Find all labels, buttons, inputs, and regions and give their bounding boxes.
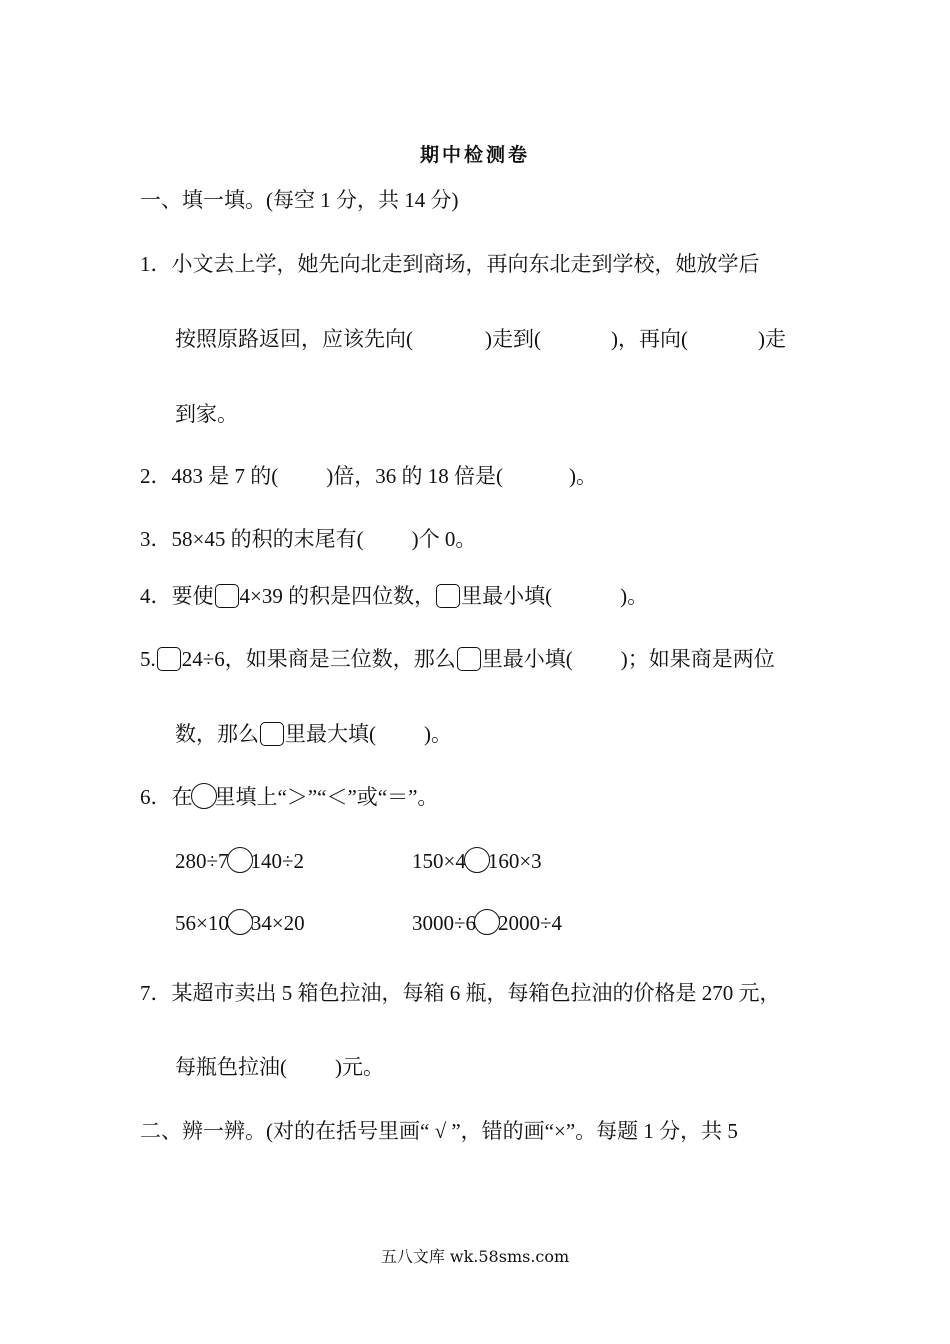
q1-text: 小文去上学，她先向北走到商场，再向东北走到学校，她放学后	[171, 252, 760, 276]
expression: 160×3	[487, 849, 542, 873]
q6-item-4	[412, 909, 562, 937]
compare-circle[interactable]	[227, 909, 253, 935]
compare-circle[interactable]	[464, 847, 490, 873]
q5-text-a: 24÷6，如果商是三位数，那么	[181, 647, 456, 671]
q3-number: 3．	[140, 527, 172, 551]
expression: 150×4	[412, 849, 466, 873]
q4-line	[140, 582, 648, 610]
digit-box	[260, 722, 284, 746]
q2-number: 2．	[140, 464, 172, 488]
q1-text-c: )，再向(	[611, 327, 688, 351]
q1-text-b: )走到(	[485, 327, 541, 351]
q5-text-e: 里最大填(	[285, 722, 376, 746]
q7-text-b: )元。	[335, 1055, 384, 1079]
q1-text-a: 按照原路返回，应该先向(	[175, 327, 413, 351]
q4-text-b: 4×39 的积是四位数，	[239, 584, 436, 608]
q5-line2	[175, 720, 452, 748]
q7-text: 某超市卖出 5 箱色拉油，每箱 6 瓶，每箱色拉油的价格是 270 元，	[171, 981, 781, 1005]
q3-text-a: 58×45 的积的末尾有(	[171, 527, 364, 551]
q7-line1	[140, 979, 781, 1007]
q2-text-a: 483 是 7 的(	[171, 464, 279, 488]
q1-number: 1．	[140, 252, 172, 276]
q1-text-d: )走	[758, 327, 786, 351]
expression: 56×10	[175, 911, 229, 935]
q5-line1	[140, 645, 775, 673]
q5-text-c: )；如果商是两位	[620, 647, 775, 671]
expression: 2000÷4	[498, 911, 563, 935]
expression: 140÷2	[250, 849, 305, 873]
digit-box	[215, 584, 239, 608]
q2-text-b: )倍，36 的 18 倍是(	[326, 464, 503, 488]
expression: 3000÷6	[412, 911, 477, 935]
q6-line	[140, 783, 438, 811]
compare-circle	[191, 783, 217, 809]
q3-line	[140, 525, 476, 553]
q4-text-c: 里最小填(	[461, 584, 553, 608]
footer-watermark: 五八文库 wk.58sms.com	[380, 1247, 570, 1266]
q2-line	[140, 462, 597, 490]
compare-circle[interactable]	[227, 847, 253, 873]
q1-line3: 到家。	[175, 402, 238, 426]
section1-heading: 一、填一填。(每空 1 分，共 14 分)	[140, 188, 459, 212]
q6-number: 6．	[140, 785, 172, 809]
q4-number: 4．	[140, 584, 172, 608]
digit-box	[457, 647, 481, 671]
compare-circle[interactable]	[474, 909, 500, 935]
q6-text-b: 里填上“＞”“＜”或“＝”。	[214, 785, 439, 809]
q7-text-a: 每瓶色拉油(	[175, 1055, 287, 1079]
expression: 34×20	[250, 911, 305, 935]
q4-text-d: )。	[620, 584, 649, 608]
q3-text-b: )个 0。	[411, 527, 477, 551]
q2-text-c: )。	[569, 464, 597, 488]
q5-number: 5.	[140, 647, 156, 671]
q1-line1	[140, 250, 760, 278]
q6-item-3	[175, 909, 305, 937]
digit-box	[436, 584, 460, 608]
digit-box	[157, 647, 181, 671]
q7-number: 7．	[140, 981, 172, 1005]
expression: 280÷7	[175, 849, 229, 873]
q7-line2	[175, 1053, 384, 1081]
q1-line2	[175, 325, 786, 353]
q4-text-a: 要使	[171, 584, 214, 608]
q5-text-d: 数，那么	[175, 722, 259, 746]
page-title: 期中检测卷	[419, 144, 530, 166]
q6-item-1	[175, 847, 304, 875]
section2-heading: 二、辨一辨。(对的在括号里画“ √ ”，错的画“×”。每题 1 分，共 5	[140, 1119, 738, 1143]
q6-item-2	[412, 847, 542, 875]
q6-text-a: 在	[171, 785, 193, 809]
q5-text-f: )。	[424, 722, 452, 746]
q5-text-b: 里最小填(	[481, 647, 573, 671]
